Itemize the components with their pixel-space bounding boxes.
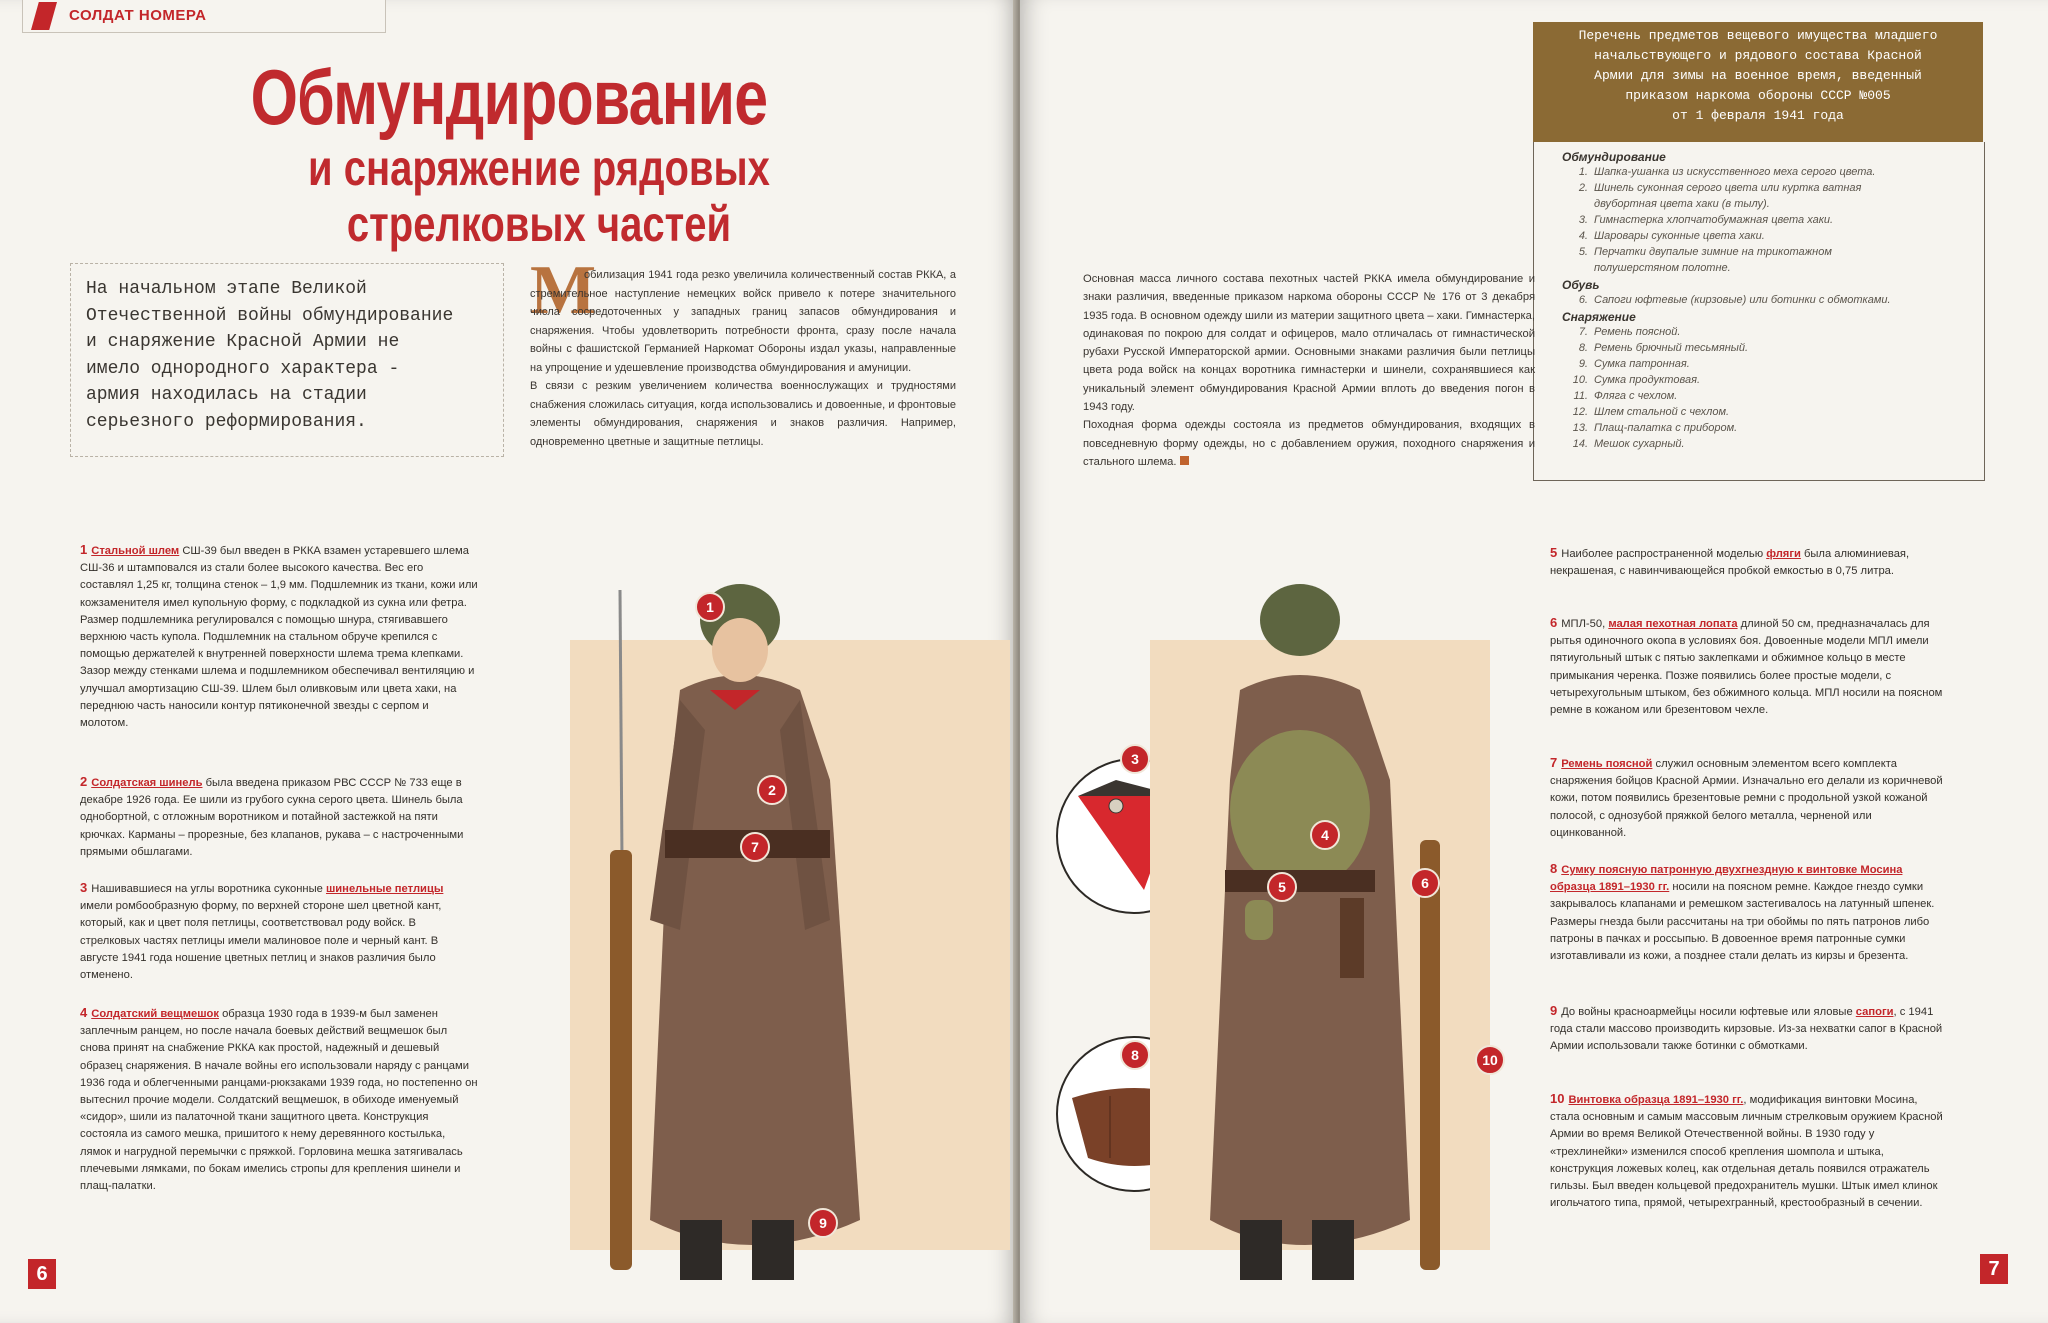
item-5-title: фляги [1766,548,1801,560]
right-intro-paragraph-1: Основная масса личного состава пехотных частей РККА имела обмундирование и знаки различия, введенные приказом наркома обороны СССР № 176 от 3 декабря 1935 года. В основном одежду шили из материи защитного цвета – хаки. Гимнастерка, одинаковая по покрою для солдат и офицеров, мало отличалась от гимнастической рубахи Русской Императорской армии. Основными знаками различия были петлицы цвета рода войск на концах воротника гимнастерки и шинели, сохранявшиеся как уникальный элемент обмундирования Красной Армии вплоть до введения погон в 1943 году. [1083,273,1535,414]
shovel [1340,898,1364,978]
lead-text: На начальном этапе Великой Отечественной войны обмундирование и снаряжение Красной Армии не имело однородного характера - армия находилась на стадии серьезного реформирования. [86,279,454,432]
badge-icon [1109,799,1123,813]
item-10-title: Винтовка образца 1891–1930 гг. [1568,1094,1744,1106]
boot-back-right [1312,1220,1354,1280]
item-4-title: Солдатский вещмешок [91,1008,219,1020]
list-row: 8. Ремень брючный тесьмяный. [1578,342,1749,354]
page-number-right: 7 [1980,1254,2008,1284]
bayonet [620,590,622,860]
belt-back [1225,870,1375,892]
soldier-back-illustration [1130,580,1510,1300]
boot-left [680,1220,722,1280]
list-row: 5. Перчатки двупалые зимние на трикотажном [1578,246,1832,258]
marker-4: 4 [1310,820,1340,850]
right-page [1020,0,2048,1323]
list-row: 9. Сумка патронная. [1578,358,1690,370]
right-intro-paragraph-2: Походная форма одежды состояла из предметов обмундирования, входящих в повседневную форму одежды, но с добавлением оружия, походного снаряжения и стального шлема. [1083,419,1535,468]
helmet-back [1260,584,1340,656]
list-row: двубортная цвета хаки (в тылу). [1594,198,1770,210]
list-row: полушерстяном полотне. [1594,262,1731,274]
left-page [0,0,1018,1323]
marker-1: 1 [695,592,725,622]
intro-paragraph-1: обилизация 1941 года резко увеличила количественный состав РККА, а стремительное наступление немецких войск привело к потере значительного числа сосредоточенных у западных границ запасов обмундирования и снаряжения. Чтобы удовлетворить потребности фронта, сразу после начала войны с фашистской Германией Наркомат Обороны издал указы, направленные на упрощение и удешевление производства обмундирования и амуниции. [530,269,956,374]
item-5: 5 Наиболее распространенной моделью фляги была алюминиевая, некрашеная, с навинчивающейся пробкой емкостью в 0,75 литра. [1550,545,1910,578]
list-group-uniform: Обмундирование 1. Шапка-ушанка из искусственного меха серого цвета. 2. Шинель суконная серого цвета или куртка ватная двубортная цвета хаки (в тылу). 3. Гимнастерка хлопчатобумажная цвета хаки. 4. Шаровары суконные цвета хаки. 5. Перчатки двупалые зимние на трикотажном полушерстяном полотне. [1534,150,1984,276]
item-list-box [1533,142,1985,481]
section-label: СОЛДАТ НОМЕРА [69,7,207,24]
section-header-tab [22,0,386,33]
list-row: 10. Сумка продуктовая. [1572,374,1700,386]
marker-8: 8 [1120,1040,1150,1070]
page-number-left: 6 [28,1259,56,1289]
end-mark [1180,456,1189,465]
intro-paragraph-2: В связи с резким увеличением количества военнослужащих и трудностями снабжения сложилась ситуация, когда использовались и довоенные, и фронтовые элементы обмундирования, снаряжения и знаков различия. Например, одновременно цветные и защитные петлицы. [530,380,956,448]
list-row: 12. Шлем стальной с чехлом. [1572,406,1730,418]
list-row: 11. Фляга с чехлом. [1573,390,1678,402]
item-3: 3 Нашивавшиеся на углы воротника суконные шинельные петлицы имели ромбообразную форму, по верхней стороне шел цветной кант, который, как и цвет поля петлицы, соответствовал роду войск. В стрелковых частях петлицы имели малиновое поле и черный кант. В августе 1941 года ношение цветных петлиц и знаков различия было отменено. [80,880,444,982]
item-1: 1 Стальной шлем СШ-39 был введен в РККА взамен устаревшего шлема СШ-36 и штамповался из стали более высокого качества. Вес его составлял 1,25 кг, толщина стенок – 1,9 мм. Подшлемник из ткани, кожи или кожзаменителя имел купольную форму, с подкладкой из сукна или фетра. Размер подшлемника регулировался с помощью шнура, стягивавшего верхнюю часть купола. Подшлемник на стальном обруче крепился с помощью держателей к внутренней поверхности шлема трема клепками. Зазор между стенками шлема и подшлемником обеспечивал вентиляцию и улучшал амортизацию СШ-39. Шлем был оливковым или цвета хаки, на переднюю часть наносили контур пятиконечной звезды с серпом и молотом. [80,542,478,730]
item-2: 2 Солдатская шинель была введена приказом РВС СССР № 733 еще в декабре 1926 года. Ее шили из грубого сукна серого цвета. Шинель была однобортной, с отложным воротником и потайной застежкой на пяти крючках. Карманы – прорезные, без клапанов, рукава – с настроченными прямыми обшлагами. [80,774,464,858]
boot-right [752,1220,794,1280]
list-row: 13. Плащ-палатка с прибором. [1572,422,1738,434]
marker-7: 7 [740,832,770,862]
section-logo-icon [31,2,57,30]
canteen [1245,900,1273,940]
right-intro-text [1083,270,1535,471]
backpack [1230,730,1370,890]
rifle-back [1420,840,1440,1270]
item-8: 8 Сумку поясную патронную двухгнездную к винтовке Мосина образца 1891–1930 гг. носили на поясном ремне. Каждое гнездо сумки закрывалось клапанами и ремешком застегивалось на латунный шпенек. Размеры гнезда были рассчитаны на три обоймы по пять патронов либо патроны в пачках и россыпью. В довоенное время патронные сумки изготавливали из кожи, а позднее стали делать из кирзы и брезента. [1550,861,1935,963]
item-2-title: Солдатская шинель [91,777,203,789]
intro-text [530,266,956,451]
item-3-title: шинельные петлицы [325,883,444,895]
list-row: 4. Шаровары суконные цвета хаки. [1578,230,1765,242]
item-4-text: образца 1930 года в 1939-м был заменен заплечным ранцем, но после начала боевых действий вещмешок был снова принят на снабжение РККА как простой, надежный и дешевый образец снаряжения. В начале войны его использовали наряду с ранцами 1936 года и облегченными ранцами-рюкзаками 1939 года, но постепенно он вытеснил прочие модели. Солдатский вещмешок, в обиходе именуемый «сидор», шили из палаточной ткани защитного цвета. Конструкция состояла из самого мешка, пришитого к нему деревянного костылька, лямок и нагрудной перемычки с пряжкой. Горловина мешка затягивалась плечевыми лямками, по бокам имелись стропы для крепления шинели и плащ-палатки. [80,1008,478,1193]
dropcap: М [530,252,597,329]
face [712,618,768,682]
item-7: 7 Ремень поясной служил основным элементом всего комплекта снаряжения бойцов Красной Армии. Изначально его делали из коричневой кожи, потом появились брезентовые ремни с продольной узкой кожаной полосой, с однозубой пряжкой белого металла, черненой или оцинкованной. [1550,755,1943,839]
list-group-footwear: Обувь 6. Сапоги юфтевые (кирзовые) или ботинки с обмотками. [1534,278,1984,308]
marker-6: 6 [1410,868,1440,898]
marker-5: 5 [1267,872,1297,902]
item-1-text: СШ-39 был введен в РККА взамен устаревшего шлема СШ-36 и штамповался из стали более высокого качества. Вес его составлял 1,25 кг, толщина стенок – 1,9 мм. Подшлемник из ткани, кожи или кожзаменителя имел купольную форму, с подкладкой из сукна или фетра. Размер подшлемника регулировался с помощью шнура, стягивавшего верхнюю часть купола. Подшлемник на стальном обруче крепился с помощью держателей к внутренней поверхности шлема трема клепками. Зазор между стенками шлема и подшлемником обеспечивал вентиляцию и улучшал амортизацию СШ-39. Шлем был оливковым или цвета хаки, на переднюю часть наносили контур пятиконечной звезды с серпом и молотом. [80,545,478,730]
marker-10: 10 [1475,1045,1505,1075]
list-header: Перечень предметов вещевого имущества младшего начальствующего и рядового состава Красной Армии для зимы на военное время, введенный приказом наркома обороны СССР №005 от 1 февраля 1941 года [1533,22,1983,142]
item-7-title: Ремень поясной [1561,758,1653,770]
item-9-title: сапоги [1855,1006,1894,1018]
item-6: 6 МПЛ-50, малая пехотная лопата длиной 50 см, предназначалась для рытья одиночного окопа в условиях боя. Довоенные модели МПЛ имели пятиугольный штык с пятью заклепками и обжимное кольцо в месте примыкания черенка. Позже появились более простые модели, с четырехугольным штыком, без обжимного кольца. МПЛ носили на поясном ремне в кожаном или брезентовом чехле. [1550,615,1943,717]
list-group-equipment: Снаряжение 7. Ремень поясной. 8. Ремень брючный тесьмяный. 9. Сумка патронная. 10. Сумка продуктовая. 11. Фляга с чехлом. 12. Шлем стальной с чехлом. 13. Плащ-палатка с прибором. 14. Мешок сухарный. [1534,310,1984,452]
item-8-title: Сумку поясную патронную двухгнездную к винтовке Мосина образца 1891–1930 гг. [1550,864,1903,894]
item-10: 10 Винтовка образца 1891–1930 гг., модификация винтовки Мосина, стала основным и самым массовым личным стрелковым оружием Красной Армии во время Великой Отечественной войны. В 1930 году у «трехлинейки» изменился способ крепления шомпола и штыка, конструкция ложевых колец, как отдельная деталь появился отражатель гильзы. Был введен кольцевой предохранитель мушки. Штык имел клинок игольчатого типа, прямой, четырехгранный, крестообразный в сечении. [1550,1091,1943,1210]
item-3-text: имели ромбообразную форму, по верхней стороне шел цветной кант, который, как и цвет поля петлицы, соответствовал роду войск. В стрелковых частях петлицы имели малиновое поле и черный кант. В августе 1941 года ношение цветных петлиц и знаков различия было отменено. [80,900,442,982]
title-line-1: Обмундирование [250,53,768,141]
item-1-title: Стальной шлем [91,545,180,557]
list-row: 6. Сапоги юфтевые (кирзовые) или ботинки с обмотками. [1578,294,1891,306]
marker-3: 3 [1120,744,1150,774]
title-line-2: и снаряжение рядовых [308,140,770,196]
marker-9: 9 [808,1208,838,1238]
list-row: 14. Мешок сухарный. [1572,438,1685,450]
title-line-3: стрелковых частей [346,196,732,252]
item-2-text: была введена приказом РВС СССР № 733 еще в декабре 1926 года. Ее шили из грубого сукна серого цвета. Шинель была однобортной, с отложным воротником и потайной застежкой на пяти крючках. Карманы – прорезные, без клапанов, рукава – с настроченными прямыми обшлагами. [80,777,464,858]
item-6-title: малая пехотная лопата [1608,618,1738,630]
list-row: 7. Ремень поясной. [1578,326,1681,338]
boot-back-left [1240,1220,1282,1280]
list-row: 3. Гимнастерка хлопчатобумажная цвета хаки. [1578,214,1834,226]
marker-2: 2 [757,775,787,805]
rifle [610,850,632,1270]
item-4: 4 Солдатский вещмешок образца 1930 года в 1939-м был заменен заплечным ранцем, но после начала боевых действий вещмешок был снова принят на снабжение РККА как простой, надежный и дешевый образец снаряжения. В начале войны его использовали наряду с ранцами 1936 года и облегченными ранцами-рюкзаками 1939 года, но постепенно он вытеснил прочие модели. Солдатский вещмешок, в обиходе именуемый «сидор», шили из палаточной ткани защитного цвета. Конструкция состояла из самого мешка, пришитого к нему деревянного костылька, лямок и нагрудной перемычки с пряжкой. Горловина мешка затягивалась плечевыми лямками, по бокам имелись стропы для крепления шинели и плащ-палатки. [80,1005,478,1193]
list-row: 1. Шапка-ушанка из искусственного меха серого цвета. [1578,166,1876,178]
soldier-front-illustration [530,580,1018,1300]
item-9: 9 До войны красноармейцы носили юфтевые или яловые сапоги, с 1941 года стали массово производить кирзовые. Из-за нехватки сапог в Красной Армии использовали также ботинки с обмотками. [1550,1003,1943,1053]
list-row: 2. Шинель суконная серого цвета или куртка ватная [1578,182,1862,194]
